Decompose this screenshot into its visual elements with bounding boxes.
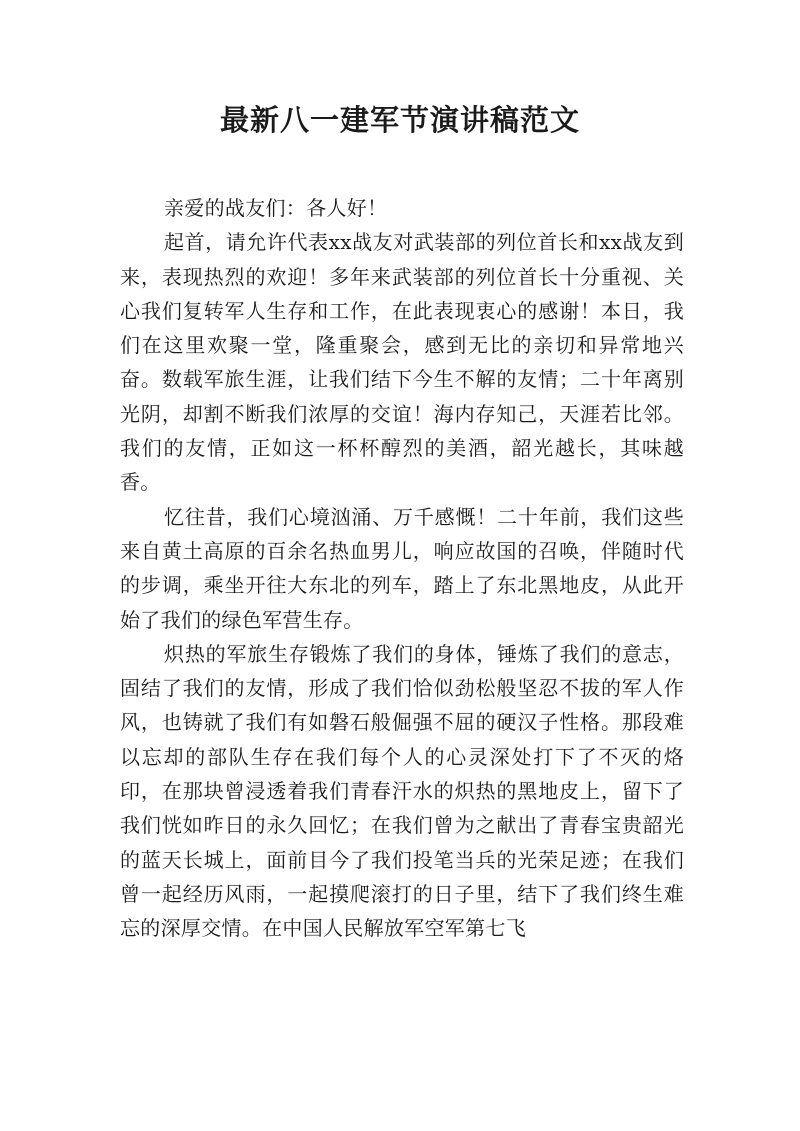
- document-body: [120, 191, 684, 946]
- paragraph-recollection: 忆往昔，我们心境汹涌、万千感慨！二十年前，我们这些来自黄土高原的百余名热血男儿，响应故国的召唤，伴随时代的步调，乘坐开往大东北的列车，踏上了东北黑地皮，从此开始了我们的绿色军营生存。: [120, 504, 684, 632]
- paragraph-greeting: 亲爱的战友们：各人好！: [164, 196, 388, 220]
- paragraph-military-life: 炽热的军旅生存锻炼了我们的身体，锤炼了我们的意志，固结了我们的友情，形成了我们恰似劲松般坚忍不拔的军人作风，也铸就了我们有如磐石般倔强不屈的硬汉子性格。那段难以忘却的部队生存在我们每个人的心灵深处打下了不灭的烙印，在那块曾浸透着我们青春汗水的炽热的黑地皮上，留下了我们恍如昨日的永久回忆；在我们曾为之献出了青春宝贵韶光的蓝天长城上，面前目今了我们投笔当兵的光荣足迹；在我们曾一起经历风雨，一起摸爬滚打的日子里，结下了我们终生难忘的深厚交情。在中国人民解放军空军第七飞: [120, 641, 684, 941]
- paragraph-welcome: 起首，请允许代表xx战友对武装部的列位首长和xx战友到来，表现热烈的欢迎！多年来武装部的列位首长十分重视、关心我们复转军人生存和工作，在此表现衷心的感谢！本日，我们在这里欢聚一堂，隆重聚会，感到无比的亲切和异常地兴奋。数载军旅生涯，让我们结下今生不解的友情；二十年离别光阴，却割不断我们浓厚的交谊！海内存知己，天涯若比邻。我们的友情，正如这一杯杯醇烈的美酒，韶光越长，其味越香。: [120, 230, 684, 495]
- document-title: 最新八一建军节演讲稿范文: [219, 103, 580, 137]
